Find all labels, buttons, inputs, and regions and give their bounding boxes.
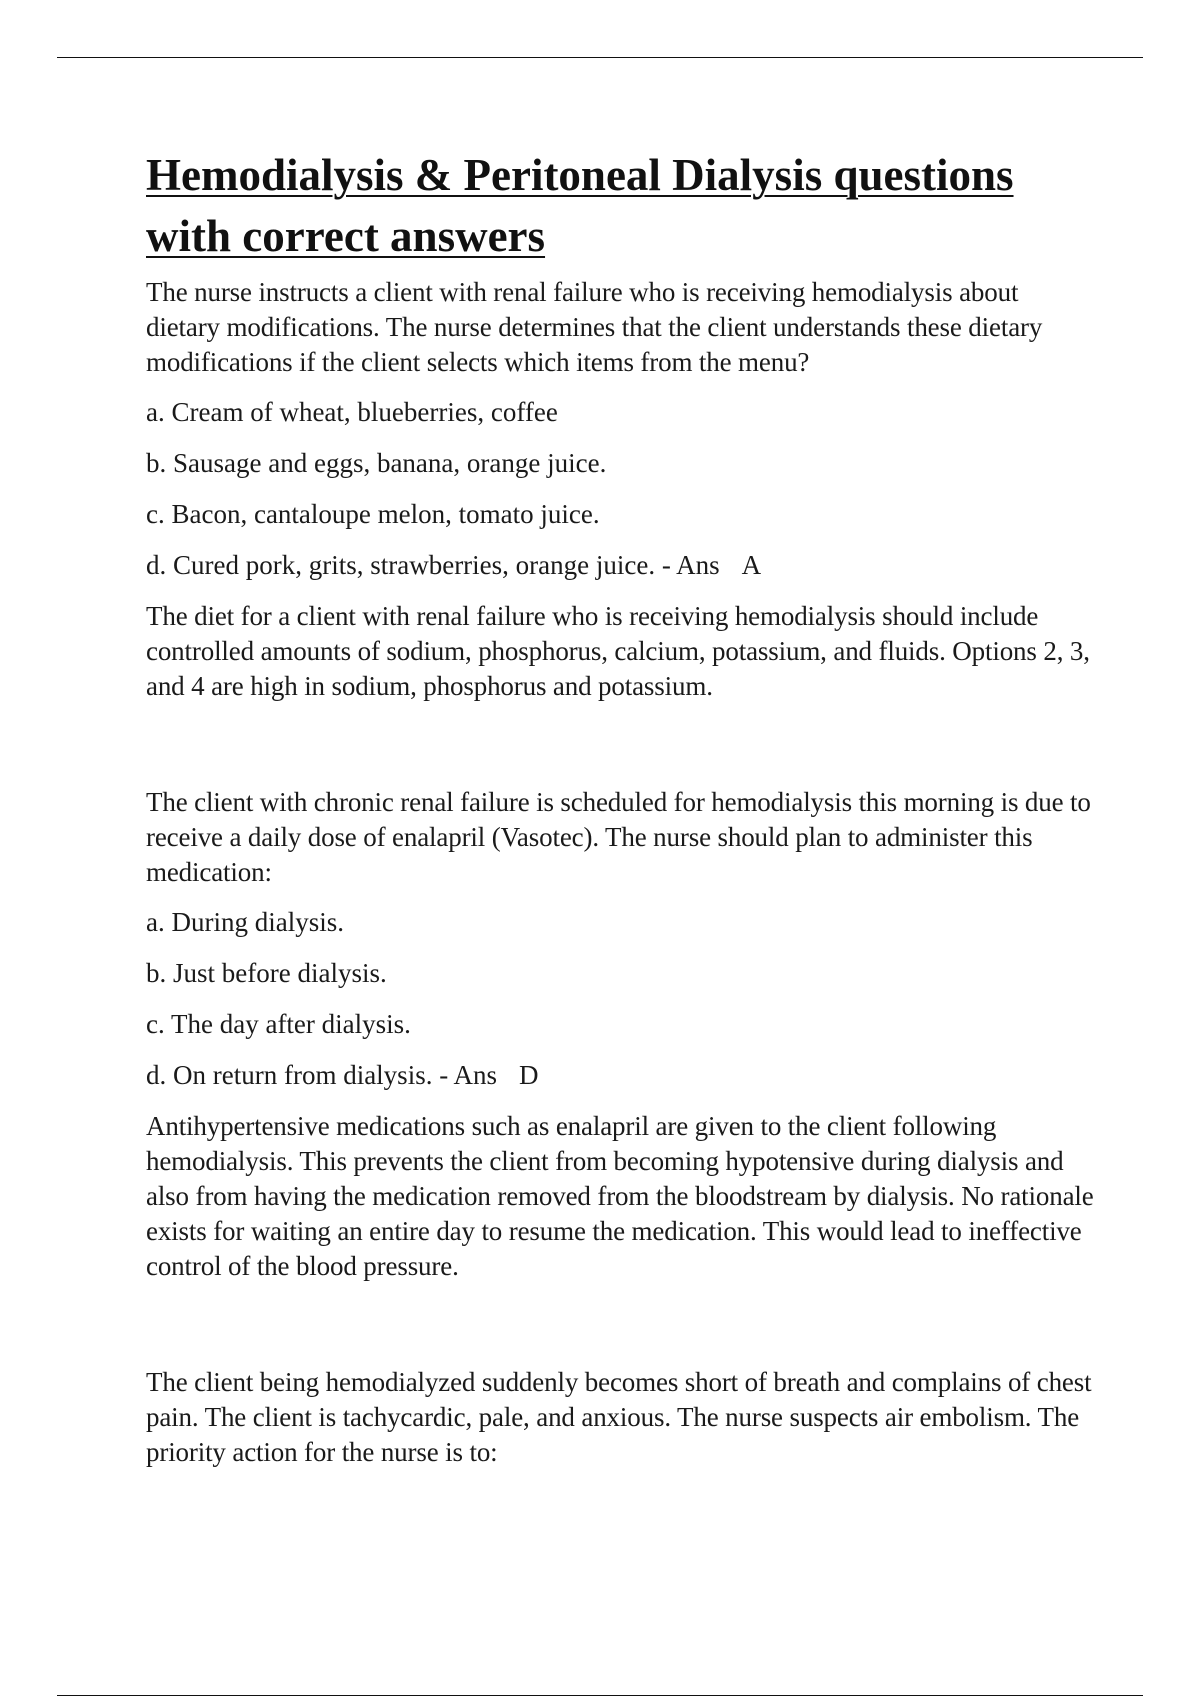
option-b: b. Sausage and eggs, banana, orange juice.	[146, 448, 607, 478]
option-d	[146, 548, 1096, 583]
option-b: b. Just before dialysis.	[146, 958, 387, 988]
rationale: The diet for a client with renal failure who is receiving hemodialysis should include controlled amounts of sodium, phosphorus, calcium, potassium, and fluids. Options 2, 3, and 4 are high in sodium, phosphorus and potassium.	[146, 601, 1090, 701]
option-c: c. Bacon, cantaloupe melon, tomato juice.	[146, 499, 600, 529]
question-stem: The client being hemodialyzed suddenly becomes short of breath and complains of chest pain. The client is tachycardic, pale, and anxious. The nurse suspects air embolism. The priority action for the nurse is to:	[146, 1367, 1092, 1467]
rationale: Antihypertensive medications such as enalapril are given to the client following hemodialysis. This prevents the client from becoming hypotensive during dialysis and also from having the medication removed from the bloodstream by dialysis. No rationale exists for waiting an entire day to resume the medication. This would lead to ineffective control of the blood pressure.	[146, 1111, 1094, 1281]
question-stem: The client with chronic renal failure is scheduled for hemodialysis this morning is due to receive a daily dose of enalapril (Vasotec). The nurse should plan to administer this medication:	[146, 787, 1091, 887]
answer-key: D	[518, 1060, 539, 1090]
section-spacer	[146, 1299, 1096, 1365]
top-rule	[57, 57, 1143, 58]
section-spacer	[146, 719, 1096, 785]
option-c: c. The day after dialysis.	[146, 1009, 411, 1039]
question-1	[146, 275, 1096, 704]
bottom-rule	[57, 1695, 1143, 1696]
question-3	[146, 1365, 1096, 1470]
question-2	[146, 785, 1096, 1284]
question-stem: The nurse instructs a client with renal failure who is receiving hemodialysis about dietary modifications. The nurse determines that the client understands these dietary modifications if the client selects which items from the menu?	[146, 277, 1043, 377]
option-d-text: d. Cured pork, grits, strawberries, orange juice. - Ans	[146, 550, 720, 580]
answer-key: A	[741, 550, 762, 580]
option-a: a. Cream of wheat, blueberries, coffee	[146, 397, 558, 427]
option-a: a. During dialysis.	[146, 907, 344, 937]
option-d-text: d. On return from dialysis. - Ans	[146, 1060, 497, 1090]
option-d	[146, 1058, 1096, 1093]
document-title: Hemodialysis & Peritoneal Dialysis questions with correct answers	[146, 150, 1014, 261]
document-body	[146, 145, 1096, 1485]
